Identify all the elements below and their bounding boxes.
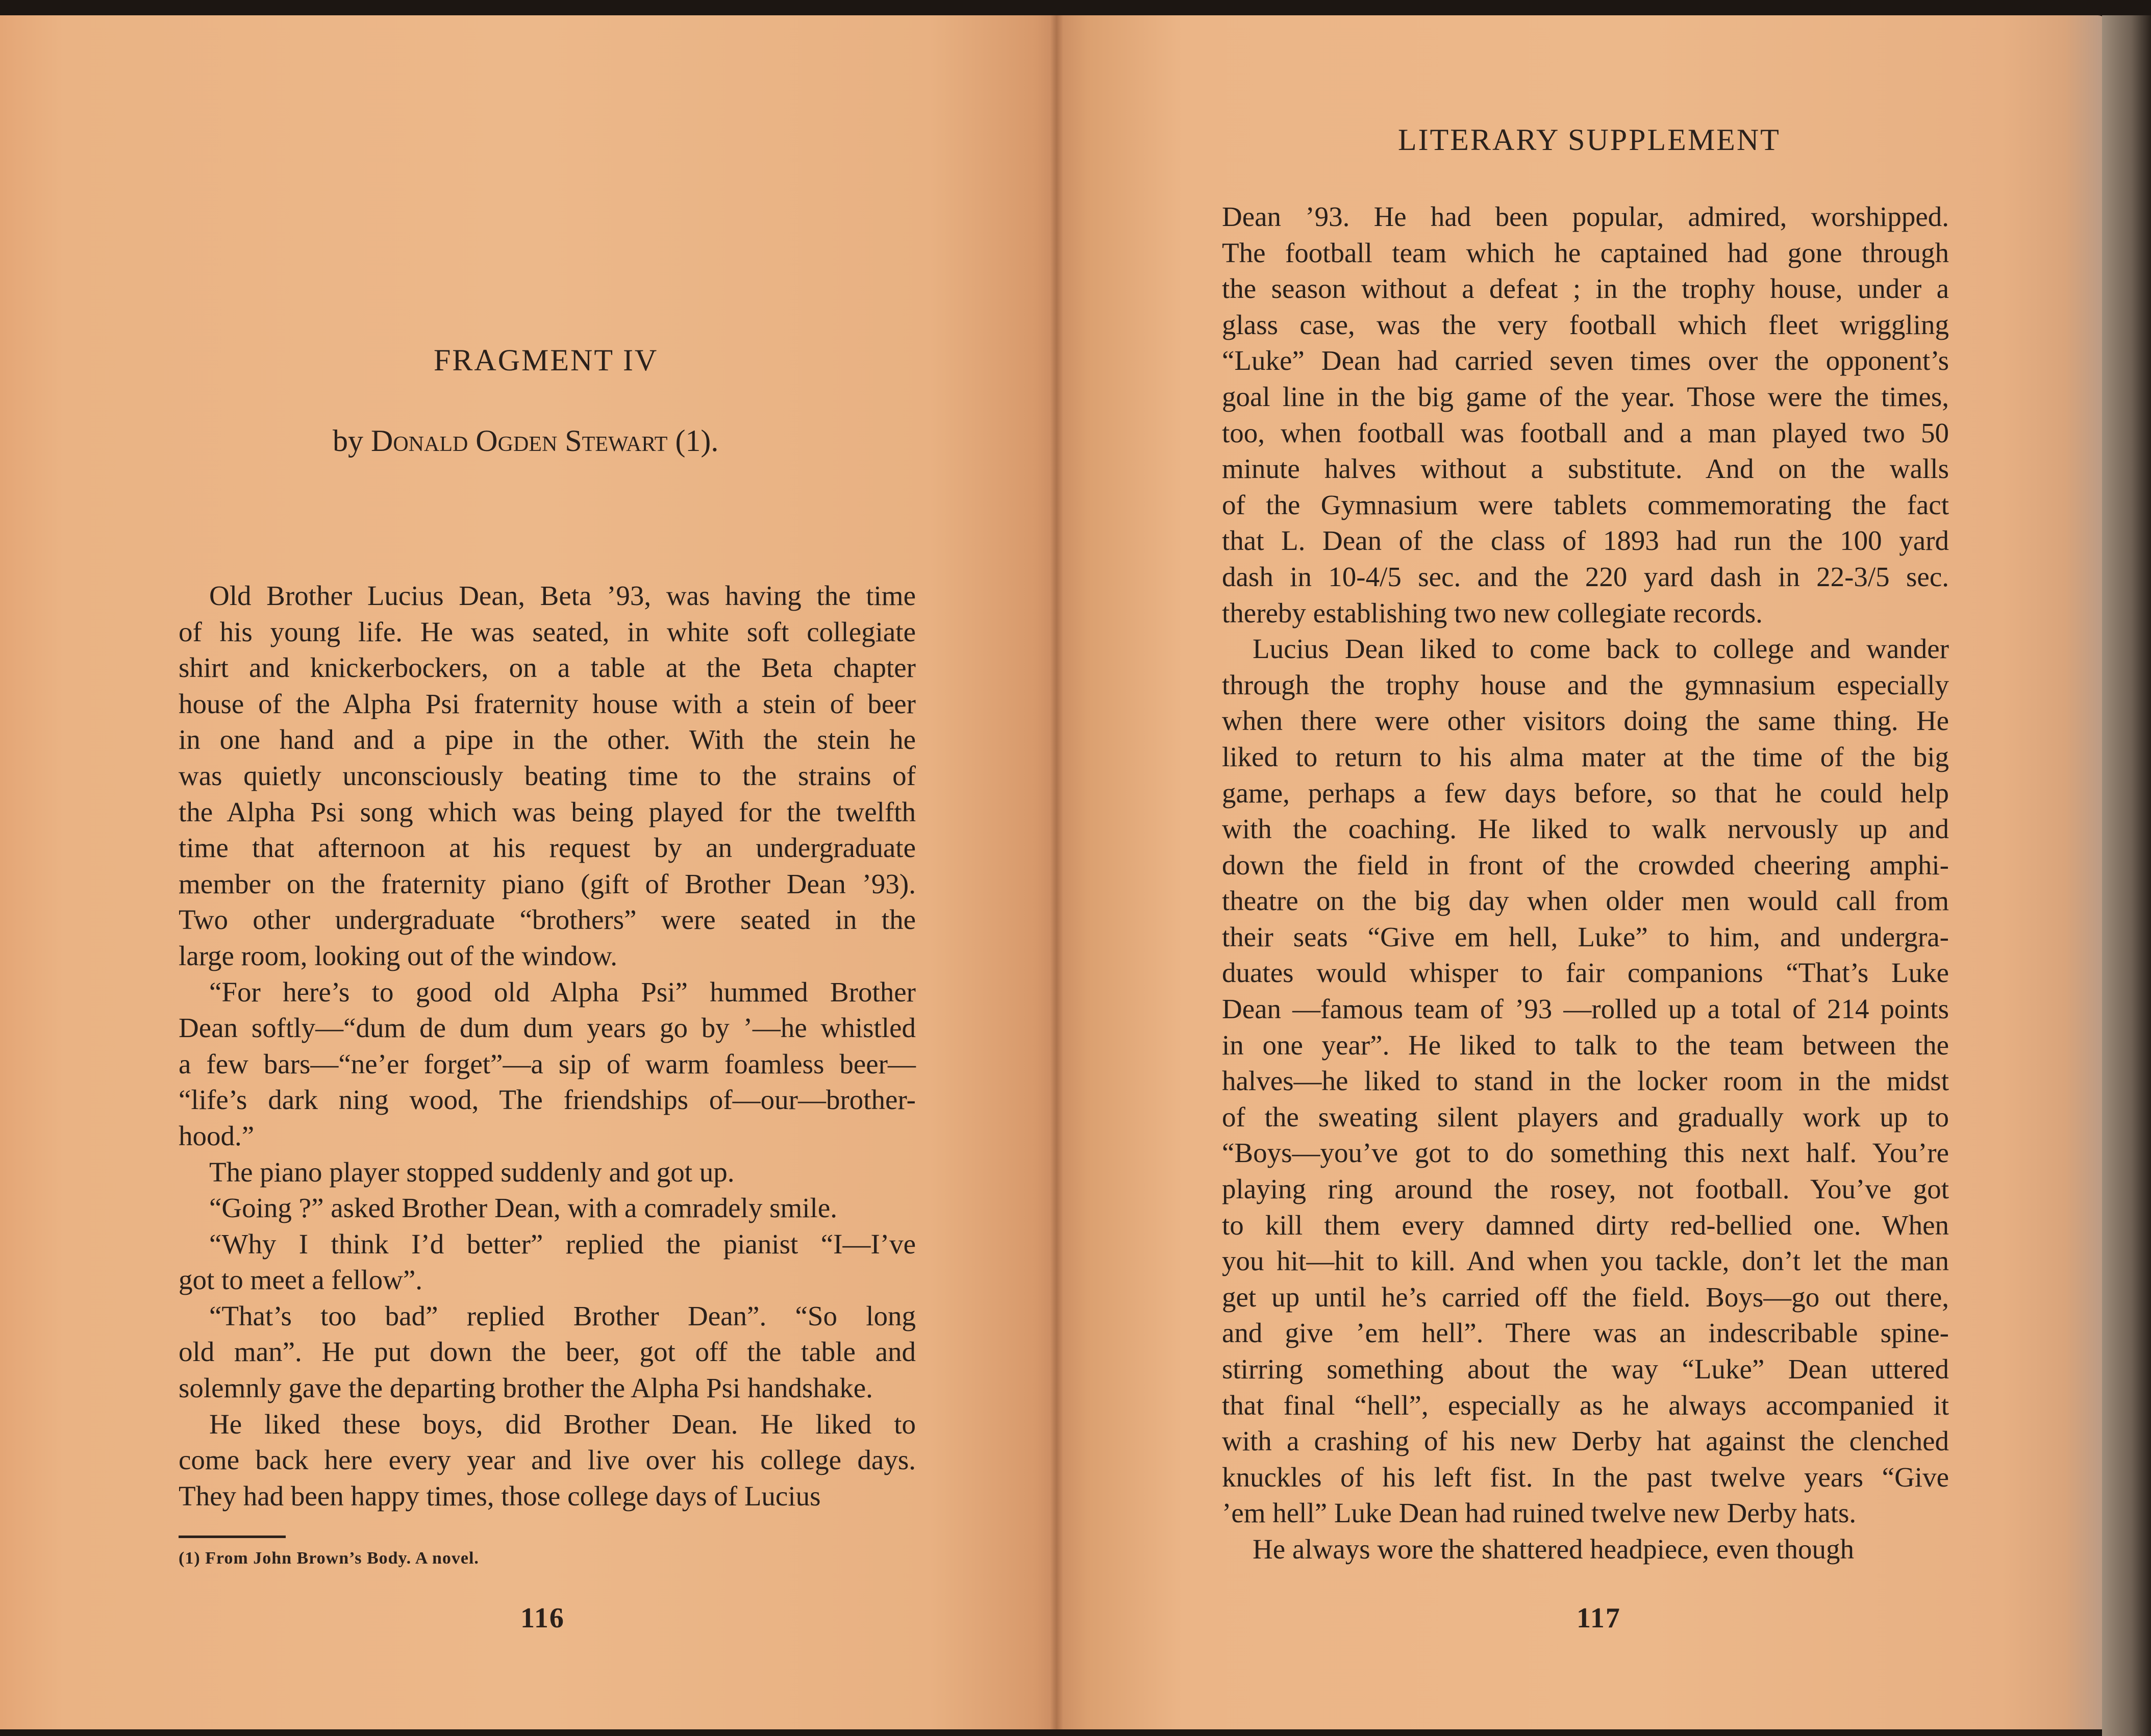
text-line: through the trophy house and the gymnasium especially (1222, 669, 1949, 700)
author-name: Donald Ogden Stewart (371, 424, 668, 458)
text-line: the Alpha Psi song which was being played for the twelfth (179, 796, 916, 827)
text-line: that L. Dean of the class of 1893 had run the 100 yard (1222, 525, 1949, 557)
text-line: Two other undergraduate “brothers” were seated in the (179, 904, 916, 936)
text-line: Old Brother Lucius Dean, Beta ’93, was having the time (209, 580, 916, 611)
text-line: in one year”. He liked to talk to the team between the (1222, 1029, 1949, 1061)
text-line: come back here every year and live over his college days. (179, 1444, 916, 1476)
text-line: halves—he liked to stand in the locker room in the midst (1222, 1065, 1949, 1097)
footnote: (1) From John Brown’s Body. A novel. (179, 1549, 479, 1568)
byline (333, 423, 718, 459)
text-line: theatre on the big day when older men would call from (1222, 885, 1949, 917)
text-line: The piano player stopped suddenly and got up. (209, 1156, 735, 1188)
left-text-column (179, 578, 916, 1514)
text-line: down the field in front of the crowded cheering amphi- (1222, 849, 1949, 880)
text-line: They had been happy times, those college days of Lucius (179, 1480, 821, 1512)
text-line: “Why I think I’d better” replied the pianist “I—I’ve (209, 1228, 916, 1260)
text-line: a few bars—“ne’er forget”—a sip of warm foamless beer— (179, 1048, 916, 1079)
text-line: shirt and knickerbockers, on a table at the Beta chapter (179, 652, 916, 684)
text-line: got to meet a fellow”. (179, 1264, 423, 1296)
text-line: dash in 10-4/5 sec. and the 220 yard dash in 22-3/5 sec. (1222, 561, 1949, 592)
text-line: “That’s too bad” replied Brother Dean”. “So long (209, 1300, 916, 1331)
text-line: He always wore the shattered headpiece, even though (1253, 1533, 1854, 1565)
text-line: “Luke” Dean had carried seven times over the opponent’s (1222, 345, 1949, 376)
page-number-left: 116 (520, 1602, 565, 1634)
text-line: knuckles of his left fist. In the past twelve years “Give (1222, 1461, 1949, 1493)
text-line: was quietly unconsciously beating time to the strains of (179, 760, 916, 791)
text-line: you hit—hit to kill. And when you tackle, don’t let the man (1222, 1245, 1949, 1277)
fragment-title: FRAGMENT IV (434, 343, 659, 377)
text-line: stirring something about the way “Luke” Dean uttered (1222, 1353, 1949, 1385)
text-line: minute halves without a substitute. And on the walls (1222, 453, 1949, 485)
book-cover-edge (2102, 15, 2151, 1736)
text-line: to kill them every damned dirty red-bellied one. When (1222, 1209, 1949, 1241)
text-line: with a crashing of his new Derby hat against the clenched (1222, 1425, 1949, 1457)
running-head: LITERARY SUPPLEMENT (1398, 123, 1781, 157)
footnote-rule (179, 1536, 286, 1538)
text-line: in one hand and a pipe in the other. With the stein he (179, 724, 916, 756)
book-gutter (1050, 15, 1063, 1729)
page-number-right: 117 (1577, 1602, 1621, 1634)
text-line: thereby establishing two new collegiate records. (1222, 597, 1763, 628)
text-line: old man”. He put down the beer, got off the table and (179, 1336, 916, 1368)
text-line: large room, looking out of the window. (179, 940, 618, 971)
text-line: get up until he’s carried off the field. Boys—go out there, (1222, 1281, 1949, 1313)
text-line: duates would whisper to fair companions “That’s Luke (1222, 957, 1949, 989)
text-line: “For here’s to good old Alpha Psi” hummed Brother (209, 976, 916, 1008)
text-line: “Going ?” asked Brother Dean, with a comradely smile. (209, 1192, 837, 1224)
text-line: their seats “Give em hell, Luke” to him, and undergra- (1222, 921, 1949, 952)
text-line: too, when football was football and a man played two 50 (1222, 417, 1949, 448)
text-line: of his young life. He was seated, in white soft collegiate (179, 616, 916, 647)
text-line: of the Gymnasium were tablets commemorating the fact (1222, 489, 1949, 520)
text-line: Dean —famous team of ’93 —rolled up a total of 214 points (1222, 993, 1949, 1025)
text-line: He liked these boys, did Brother Dean. He liked to (209, 1408, 916, 1440)
text-line: The football team which he captained had gone through (1222, 237, 1949, 268)
text-line: “Boys—you’ve got to do something this next half. You’re (1222, 1137, 1949, 1169)
text-line: hood.” (179, 1120, 255, 1151)
text-line: Dean softly—“dum de dum dum years go by ’—he whistled (179, 1012, 916, 1044)
text-line: “life’s dark ning wood, The friendships of—our—brother- (179, 1084, 916, 1116)
text-line: glass case, was the very football which fleet wriggling (1222, 309, 1949, 340)
text-line: Lucius Dean liked to come back to college and wander (1253, 633, 1949, 665)
right-text-column (1222, 199, 1949, 1568)
text-line: and give ’em hell”. There was an indescribable spine- (1222, 1317, 1949, 1349)
text-line: when there were other visitors doing the same thing. He (1222, 705, 1949, 737)
text-line: playing ring around the rosey, not football. You’ve got (1222, 1173, 1949, 1205)
text-line: the season without a defeat ; in the trophy house, under a (1222, 273, 1949, 305)
text-line: with the coaching. He liked to walk nervously up and (1222, 813, 1949, 845)
text-line: house of the Alpha Psi fraternity house with a stein of beer (179, 688, 916, 719)
byline-prefix: by (333, 424, 363, 458)
text-line: member on the fraternity piano (gift of Brother Dean ’93). (179, 868, 916, 899)
footnote-marker: (1). (675, 424, 719, 458)
text-line: ’em hell” Luke Dean had ruined twelve new Derby hats. (1222, 1497, 1857, 1529)
text-line: Dean ’93. He had been popular, admired, worshipped. (1222, 201, 1949, 232)
text-line: of the sweating silent players and gradually work up to (1222, 1101, 1949, 1133)
text-line: time that afternoon at his request by an undergraduate (179, 832, 916, 864)
text-line: game, perhaps a few days before, so that he could help (1222, 777, 1949, 809)
text-line: solemnly gave the departing brother the Alpha Psi handshake. (179, 1372, 873, 1404)
text-line: liked to return to his alma mater at the time of the big (1222, 741, 1949, 772)
text-line: goal line in the big game of the year. Those were the times, (1222, 381, 1949, 412)
text-line: that final “hell”, especially as he always accompanied it (1222, 1389, 1949, 1421)
